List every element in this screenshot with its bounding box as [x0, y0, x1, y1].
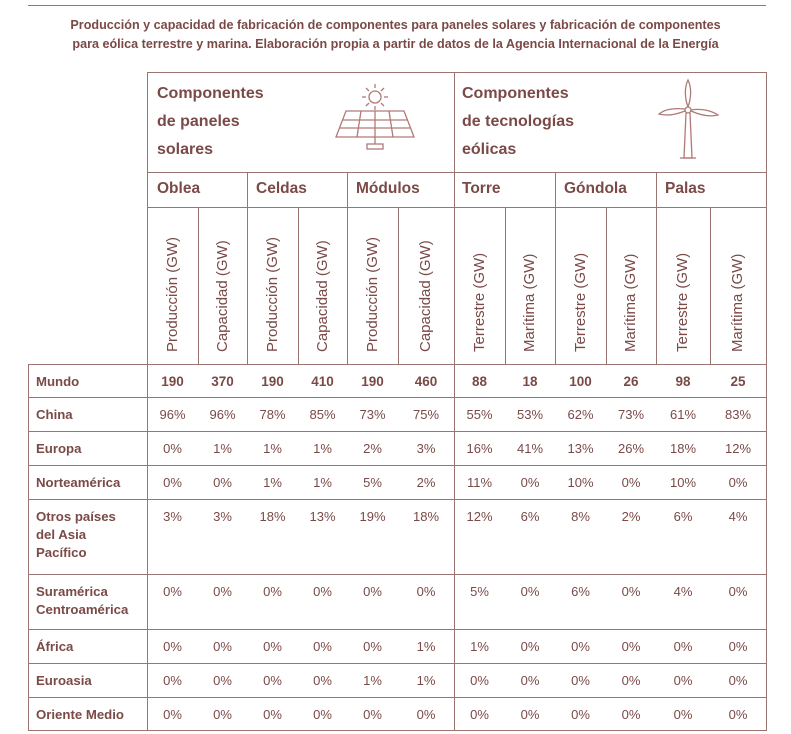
grid-line [28, 397, 767, 398]
table-cell: 4% [673, 584, 693, 599]
row-label-line: Otros países [36, 509, 116, 524]
column-header: Terrestre (GW) [674, 252, 691, 352]
table-cell: 12% [466, 509, 493, 524]
grid-line [247, 172, 248, 364]
table-cell: 0% [313, 673, 332, 688]
wind-group-header [462, 80, 574, 164]
column-header: Marítima (GW) [622, 253, 639, 352]
column-header: Terrestre (GW) [470, 252, 488, 352]
row-label-line: Norteamérica [36, 475, 121, 490]
table-cell: 26% [617, 441, 645, 456]
solar-panel-icon [330, 80, 420, 160]
table-cell: 0% [163, 475, 182, 490]
table-cell: 0% [213, 639, 232, 654]
table-cell: 190 [161, 374, 184, 389]
grid-line [28, 697, 767, 698]
row-label-line: Oriente Medio [36, 707, 124, 722]
column-header: Capacidad (GW) [417, 240, 434, 352]
grid-line [454, 72, 455, 364]
subgroup-torre: Torre [462, 180, 501, 197]
grid-line [28, 730, 767, 731]
table-cell: 16% [466, 441, 493, 456]
table-cell: 0% [520, 707, 540, 722]
column-header: Capacidad (GW) [313, 240, 331, 352]
table-cell: 0% [470, 707, 489, 722]
row-label-line: África [36, 639, 74, 654]
table-cell: 0% [621, 707, 641, 722]
table-cell: 0% [213, 673, 232, 688]
column-header: Producción (GW) [163, 236, 181, 352]
table-cell: 83% [724, 407, 752, 422]
row-label-line: del Asia [36, 527, 87, 542]
row-label-line: China [36, 407, 73, 422]
row-label-line: Euroasia [36, 673, 92, 688]
table-cell: 3% [163, 509, 182, 524]
table-cell: 0% [571, 673, 590, 688]
grid-line [198, 207, 199, 364]
table-cell: 2% [416, 475, 436, 490]
column-header: Producción (GW) [263, 236, 281, 352]
table-cell: 0% [263, 584, 282, 599]
table-cell: 18 [522, 374, 538, 389]
row-label [36, 440, 81, 458]
wind-group-line: eólicas [462, 141, 517, 158]
title-line-2: para eólica terrestre y marina. Elaboración propia a partir de datos de la Agencia Internacional de la Energía [72, 37, 719, 51]
grid-line [347, 172, 348, 364]
row-label-line: Europa [36, 441, 82, 456]
row-label-line: Suramérica [36, 584, 108, 599]
table-cell: 0% [673, 707, 693, 722]
table-cell: 190 [361, 374, 384, 389]
table-cell: 1% [313, 441, 332, 456]
subgroup-palas: Palas [665, 180, 706, 197]
solar-group-header [157, 80, 264, 164]
table-cell: 410 [311, 374, 334, 389]
table-cell: 1% [313, 475, 332, 490]
table-cell: 3% [213, 509, 232, 524]
table-cell: 0% [363, 707, 382, 722]
table-cell: 0% [728, 707, 748, 722]
table-cell: 25 [730, 374, 746, 389]
table-cell: 5% [363, 475, 382, 490]
table-cell: 370 [211, 374, 234, 389]
solar-group-line: Componentes [157, 85, 264, 102]
row-label [36, 474, 120, 492]
table-cell: 18% [669, 441, 697, 456]
table-cell: 0% [520, 673, 540, 688]
table-cell: 18% [412, 509, 440, 524]
grid-line [298, 207, 299, 364]
subgroup-celdas: Celdas [256, 180, 307, 197]
grid-line [147, 72, 767, 73]
table-title [0, 16, 791, 54]
table-cell: 0% [728, 639, 748, 654]
table-cell: 0% [728, 584, 748, 599]
table-cell: 4% [728, 509, 748, 524]
row-label [36, 706, 124, 724]
table-cell: 11% [466, 475, 493, 490]
table-cell: 0% [263, 673, 282, 688]
table-cell: 0% [728, 475, 748, 490]
table-cell: 1% [416, 639, 436, 654]
grid-line [28, 364, 767, 365]
column-header: Capacidad (GW) [213, 240, 231, 352]
table-cell: 0% [673, 639, 693, 654]
grid-line [398, 207, 399, 364]
table-cell: 53% [516, 407, 544, 422]
grid-line [656, 172, 657, 364]
table-cell: 0% [213, 584, 232, 599]
table-cell: 6% [673, 509, 693, 524]
table-cell: 0% [416, 584, 436, 599]
table-cell: 61% [669, 407, 697, 422]
grid-line [28, 431, 767, 432]
table-cell: 62% [567, 407, 594, 422]
table-cell: 0% [163, 707, 182, 722]
solar-group-line: solares [157, 141, 214, 158]
table-cell: 26 [623, 374, 639, 389]
row-label [36, 373, 79, 391]
table-cell: 0% [363, 584, 382, 599]
table-cell: 0% [313, 707, 332, 722]
row-label-line: Mundo [36, 374, 80, 389]
table-cell: 1% [263, 441, 282, 456]
table-cell: 10% [669, 475, 697, 490]
grid-line [28, 663, 767, 664]
grid-line [28, 629, 767, 630]
subgroup-modulos: Módulos [356, 180, 420, 197]
column-header: Marítima (GW) [521, 253, 538, 352]
column-header: Terrestre (GW) [571, 252, 589, 352]
table-cell: 0% [163, 639, 182, 654]
table-cell: 0% [470, 673, 489, 688]
table-cell: 73% [359, 407, 386, 422]
row-label-line: Pacífico [36, 545, 87, 560]
table-cell: 13% [567, 441, 594, 456]
grid-line [710, 207, 711, 364]
grid-line [28, 5, 766, 6]
title-line-1: Producción y capacidad de fabricación de componentes para paneles solares y fabricación de componentes [70, 18, 721, 32]
table-cell: 0% [416, 707, 436, 722]
table-cell: 0% [263, 639, 282, 654]
table-cell: 0% [520, 475, 540, 490]
table-cell: 2% [363, 441, 382, 456]
grid-line [147, 172, 767, 173]
table-cell: 1% [213, 441, 232, 456]
table-cell: 55% [466, 407, 493, 422]
table-cell: 1% [263, 475, 282, 490]
table-cell: 0% [621, 639, 641, 654]
table-cell: 0% [621, 584, 641, 599]
table-cell: 0% [621, 475, 641, 490]
column-header: Producción (GW) [363, 236, 381, 352]
table-cell: 0% [213, 707, 232, 722]
table-cell: 98 [675, 374, 691, 389]
grid-line [28, 574, 767, 575]
table-cell: 13% [309, 509, 336, 524]
grid-line [147, 207, 767, 208]
row-label [36, 406, 73, 424]
table-cell: 2% [621, 509, 641, 524]
table-cell: 85% [309, 407, 336, 422]
table-cell: 10% [567, 475, 594, 490]
table-cell: 1% [363, 673, 382, 688]
table-cell: 0% [728, 673, 748, 688]
grid-line [28, 364, 29, 730]
subgroup-oblea: Oblea [157, 180, 201, 197]
table-cell: 0% [571, 639, 590, 654]
table-cell: 19% [359, 509, 386, 524]
wind-group-line: Componentes [462, 85, 569, 102]
grid-line [766, 72, 767, 364]
table-cell: 1% [470, 639, 489, 654]
table-cell: 100 [569, 374, 592, 389]
solar-group-line: de paneles [157, 113, 240, 130]
table-cell: 0% [163, 584, 182, 599]
row-label [36, 508, 116, 562]
grid-line [28, 499, 767, 500]
table-cell: 0% [213, 475, 232, 490]
table-cell: 41% [516, 441, 544, 456]
subgroup-gondola: Góndola [564, 180, 627, 197]
table-cell: 0% [520, 639, 540, 654]
table-cell: 0% [163, 441, 182, 456]
table-cell: 96% [209, 407, 236, 422]
table-cell: 0% [313, 639, 332, 654]
table-cell: 18% [259, 509, 286, 524]
row-label [36, 638, 73, 656]
table-cell: 6% [571, 584, 590, 599]
grid-line [505, 207, 506, 364]
table-cell: 96% [159, 407, 186, 422]
table-cell: 0% [163, 673, 182, 688]
table-cell: 78% [259, 407, 286, 422]
row-label-line: Centroamérica [36, 602, 129, 617]
table-cell: 0% [363, 639, 382, 654]
table-cell: 0% [571, 707, 590, 722]
table-cell: 8% [571, 509, 590, 524]
column-header: Marítima (GW) [729, 253, 746, 352]
table-cell: 12% [724, 441, 752, 456]
grid-line [766, 364, 767, 730]
wind-turbine-icon [650, 78, 730, 162]
table-cell: 0% [520, 584, 540, 599]
wind-group-line: de tecnologías [462, 113, 575, 130]
row-label [36, 583, 128, 619]
table-cell: 5% [470, 584, 489, 599]
grid-line [147, 72, 148, 364]
table-cell: 0% [621, 673, 641, 688]
table-cell: 190 [261, 374, 284, 389]
table-cell: 6% [520, 509, 540, 524]
table-cell: 460 [414, 374, 438, 389]
table-cell: 0% [313, 584, 332, 599]
table-cell: 1% [416, 673, 436, 688]
table-cell: 0% [263, 707, 282, 722]
grid-line [28, 465, 767, 466]
table-cell: 3% [416, 441, 436, 456]
grid-line [555, 172, 556, 364]
table-cell: 75% [412, 407, 440, 422]
row-label [36, 672, 92, 690]
grid-line [606, 207, 607, 364]
table-cell: 0% [673, 673, 693, 688]
table-cell: 88 [471, 374, 488, 389]
table-cell: 73% [617, 407, 645, 422]
